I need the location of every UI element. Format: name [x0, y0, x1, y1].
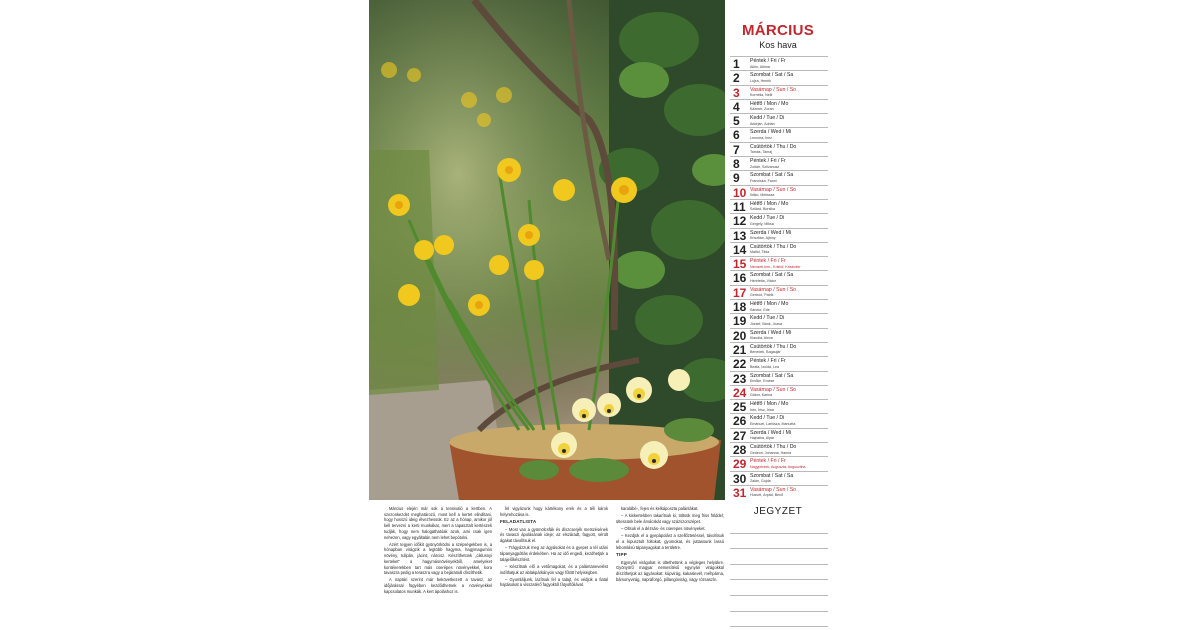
task-item: – Most van a gyümölcsfák és díszcserjék metszésének és tavaszi ápolásának ideje; az elszáradt, fagyott, sérült ágakat távolítsuk el.: [500, 526, 608, 544]
notes-line: [730, 612, 828, 628]
article-column-2: [500, 506, 608, 590]
day-number: 7: [733, 142, 740, 157]
day-row: [730, 399, 828, 413]
article-paragraph: Március elején már sok a tennivaló a kertben. A szezonkezdet meghatározó, most kell a kertet elindítani, hogy hosszú ideig élvezhessük. Ez az a hónap, amikor jól kell tervezni a kerti munkákat, mert a tapasztalt kertészek tudják, hogy nem halogathatóak azok, ami csak igen nehezen, vagy egyáltalán nem lehet bepótolni.: [384, 506, 492, 540]
name-day: József, Bánk, Józsa: [750, 321, 782, 326]
task-item: – Készítsük elő a vetőmagokat, és a palántanevelést indíthatjuk az ablakpárkányon vagy fűtött helyiségben.: [500, 563, 608, 575]
day-number: 3: [733, 85, 740, 100]
weekday-label: Hétfő / Mon / Mo: [750, 301, 789, 308]
day-number: 20: [733, 328, 747, 343]
day-row: [730, 56, 828, 70]
name-day: Szilárd, Borsika: [750, 207, 775, 212]
day-row: [730, 270, 828, 284]
weekday-label: Szombat / Sat / Sa: [750, 272, 794, 279]
name-day: Emánuel, Larissza, Manuéla: [750, 421, 796, 426]
tip-text: Egynyári virágokat is ültethetünk a végleges helyükre. Gyönyörű magyar nemesítésű egynyári virágokkal díszíthetjük az ágyásokat: kúpvirág, kakaslevél, méhpárna, bársonyvirág, napraforgó, pillangóvirág, vagy rózsaszín.: [616, 559, 724, 582]
name-day: Klaudia, Alexa: [750, 336, 773, 341]
article-paragraph: Azért tegyen időkit gyönyörködni a szépségekben is, a hónapban virágzik a legtöbb hagyma, hagymagumós növény, tulipán, jácint, nárcisz. Készíthetünk „ciklusnyi kerteket” a hagymásnövényekből, amelyeket konténerekben tart más cserépes növényekkel, kora tavaszra pedig a teraszra vagy a bejáratnál díszíthetik.: [384, 541, 492, 576]
day-number: 16: [733, 271, 747, 286]
day-number: 31: [733, 485, 747, 500]
day-row: [730, 285, 828, 299]
day-number: 5: [733, 114, 740, 129]
notes-line: [730, 596, 828, 612]
weekday-label: Szerda / Wed / Mi: [750, 329, 792, 336]
month-title: MÁRCIUS: [741, 22, 815, 39]
name-day: Nagypéntek, Auguszta, Augusztina: [750, 464, 806, 469]
day-number: 30: [733, 471, 747, 486]
name-day: Nemzeti ünn., Kristóf, Krisztofer: [750, 264, 801, 269]
day-row: [730, 313, 828, 327]
day-row: [730, 199, 828, 213]
weekday-label: Péntek / Fri / Fr: [750, 358, 786, 365]
day-row: [730, 156, 828, 170]
day-row: [730, 85, 828, 99]
weekday-label: Hétfő / Mon / Mo: [750, 401, 789, 408]
day-row: [730, 185, 828, 199]
article-paragraph: fel vigyázunk hogy kártékony erek és a téli károk helyrehozása is.: [500, 506, 608, 517]
day-row: [730, 113, 828, 127]
day-row: [730, 142, 828, 156]
weekday-label: Szombat / Sat / Sa: [750, 372, 794, 379]
name-day: Húsvét, Árpád, Benő: [750, 493, 784, 498]
name-day: Lujza, Henrik: [750, 78, 771, 83]
day-row: [730, 242, 828, 256]
weekday-label: Hétfő / Mon / Mo: [750, 100, 789, 107]
weekday-label: Csütörtök / Thu / Do: [750, 343, 797, 350]
weekday-label: Szerda / Wed / Mi: [750, 429, 792, 436]
name-day: Adorján, Adrián: [750, 121, 775, 126]
day-row: [730, 385, 828, 399]
weekday-label: Szombat / Sat / Sa: [750, 472, 794, 479]
notes-line: [730, 549, 828, 565]
day-row: [730, 70, 828, 84]
weekday-label: Péntek / Fri / Fr: [750, 158, 786, 165]
day-number: 24: [733, 385, 747, 400]
day-row: [730, 456, 828, 470]
day-number: 18: [733, 300, 747, 315]
task-item: – Oltsuk el a dézsás- és cserepes növényeket.: [621, 526, 706, 532]
name-day: Gertrúd, Patrik: [750, 293, 774, 298]
name-day: Kázmér, Zoran: [750, 107, 774, 112]
day-row: [730, 228, 828, 242]
weekday-label: Kedd / Tue / Di: [750, 415, 785, 422]
day-number: 1: [733, 57, 740, 71]
weekday-label: Kedd / Tue / Di: [750, 315, 785, 322]
garden-photo: [369, 0, 725, 500]
day-number: 17: [733, 285, 747, 300]
day-number: 27: [733, 428, 747, 443]
day-row: [730, 99, 828, 113]
weekday-label: Vasárnap / Sun / So: [750, 86, 797, 93]
day-row: [730, 413, 828, 427]
day-list: [730, 56, 828, 499]
weekday-label: Szombat / Sat / Sa: [750, 172, 794, 179]
name-day: Benedek, Bagaujár: [750, 350, 781, 355]
notes-line: [730, 518, 828, 534]
name-day: Gedeon, Johanna, Hanna: [750, 450, 792, 455]
notes-lines: [730, 518, 828, 627]
name-day: Krisztián, Ajtony: [750, 236, 776, 241]
weekday-label: Csütörtök / Thu / Do: [750, 143, 797, 150]
day-number: 12: [733, 214, 747, 229]
name-day: Gergely, Miksa: [750, 221, 774, 226]
article-column-1: [384, 506, 492, 596]
day-row: [730, 485, 828, 499]
day-row: [730, 342, 828, 356]
weekday-label: Szerda / Wed / Mi: [750, 129, 792, 136]
weekday-label: Péntek / Fri / Fr: [750, 58, 786, 64]
weekday-label: Csütörtök / Thu / Do: [750, 444, 797, 451]
day-number: 22: [733, 357, 747, 372]
day-row: [730, 428, 828, 442]
day-row: [730, 213, 828, 227]
day-number: 11: [733, 199, 746, 214]
name-day: Albin, Albina: [750, 64, 770, 69]
daffodil-pansy-image: [369, 0, 725, 500]
weekday-label: Hétfő / Mon / Mo: [750, 200, 789, 207]
name-day: Leonóra, Inez: [750, 135, 772, 140]
day-row: [730, 328, 828, 342]
day-row: [730, 256, 828, 270]
name-day: Sándor, Ede: [750, 307, 770, 312]
tip-heading: TIPP: [616, 552, 628, 558]
day-number: 8: [733, 157, 740, 172]
weekday-label: Péntek / Fri / Fr: [750, 258, 786, 265]
name-day: Gábor, Karina: [750, 393, 773, 398]
task-list-heading: FELADATLISTA: [500, 519, 537, 525]
name-day: Tamás, Tamaj: [750, 150, 773, 155]
day-number: 26: [733, 414, 747, 429]
weekday-label: Csütörtök / Thu / Do: [750, 243, 797, 250]
day-number: 4: [733, 99, 740, 114]
task-item: karalábé-, fejes és kelkáposzta palántákat.: [621, 506, 699, 511]
task-item: – Gyomláljunk, lazítsuk fel a talajt, és védjük a fiatal hajtásokat a visszatérő fagyoktól fátyolfóliával.: [500, 576, 608, 588]
weekday-label: Vasárnap / Sun / So: [750, 386, 797, 393]
weekday-label: Vasárnap / Sun / So: [750, 186, 797, 193]
day-row: [730, 127, 828, 141]
day-row: [730, 442, 828, 456]
day-number: 29: [733, 457, 747, 472]
day-row: [730, 170, 828, 184]
name-day: Beáta, Izolda, Lea: [750, 364, 779, 369]
notes-line: [730, 534, 828, 550]
day-number: 6: [733, 128, 740, 143]
weekday-label: Kedd / Tue / Di: [750, 115, 785, 122]
notes-line: [730, 580, 828, 596]
article-paragraph: A naptári szerint már bekövetkezett a tavasz, az időjárással fügyében kezdődhetnek a növényekkel kapcsolatos munkák. A kert ápoláshoz is.: [384, 577, 492, 594]
name-day: Ildikó, Melissza: [750, 193, 775, 198]
day-number: 9: [733, 171, 740, 186]
day-number: 19: [733, 314, 747, 329]
day-row: [730, 471, 828, 485]
day-number: 23: [733, 371, 747, 386]
weekday-label: Szombat / Sat / Sa: [750, 72, 794, 79]
task-item: – Kezdjük el a gyepápolást a szellőztetéssel, távolítsuk el a kipusztult foltokat, gyomokat, és juttassunk lassú lebomlású tápanyagokat a területre.: [616, 533, 724, 550]
day-number: 10: [733, 185, 747, 200]
name-day: Zoltán, Szilvánusz: [750, 164, 780, 169]
name-day: Franciska, Fanni: [750, 178, 777, 183]
name-day: Hajnalka, Alpár: [750, 436, 775, 441]
weekday-label: Kedd / Tue / Di: [750, 215, 785, 222]
day-number: 13: [733, 228, 747, 243]
day-number: 14: [733, 242, 747, 257]
day-row: [730, 299, 828, 313]
name-day: Emőke, Emese: [750, 379, 775, 384]
day-row: [730, 371, 828, 385]
day-number: 15: [733, 257, 747, 272]
day-number: 21: [733, 342, 747, 357]
notes-title: JEGYZET: [753, 506, 803, 517]
weekday-label: Szerda / Wed / Mi: [750, 229, 792, 236]
task-item: – Trágyázzuk meg az ágyásokat és a gyepet a tél utáni tápanyagpótlás érdekében. Ha az idő engedi, kezdhetjük a talajelőkészítést.: [500, 545, 608, 562]
day-number: 25: [733, 400, 747, 415]
month-subtitle: Kos hava: [759, 40, 797, 50]
day-number: 2: [733, 71, 740, 86]
day-number: 28: [733, 443, 747, 458]
name-day: Kornélia, Nelli: [750, 93, 773, 98]
notes-line: [730, 565, 828, 581]
task-item: – A kiskertekben takarítsuk ki, töltsük meg friss földdel; ültessünk bele árvácskát vagy százszorszépet.: [616, 513, 724, 524]
article-column-3: [616, 506, 724, 584]
name-day: Matild, Tilda: [750, 250, 770, 255]
name-day: Zalán, Gujda: [750, 479, 771, 484]
weekday-label: Vasárnap / Sun / So: [750, 286, 797, 293]
weekday-label: Péntek / Fri / Fr: [750, 458, 786, 465]
day-row: [730, 356, 828, 370]
name-day: Henrietta, Viátor: [750, 278, 776, 283]
name-day: Irén, Írisz, Irina: [750, 407, 774, 412]
weekday-label: Vasárnap / Sun / So: [750, 486, 797, 493]
